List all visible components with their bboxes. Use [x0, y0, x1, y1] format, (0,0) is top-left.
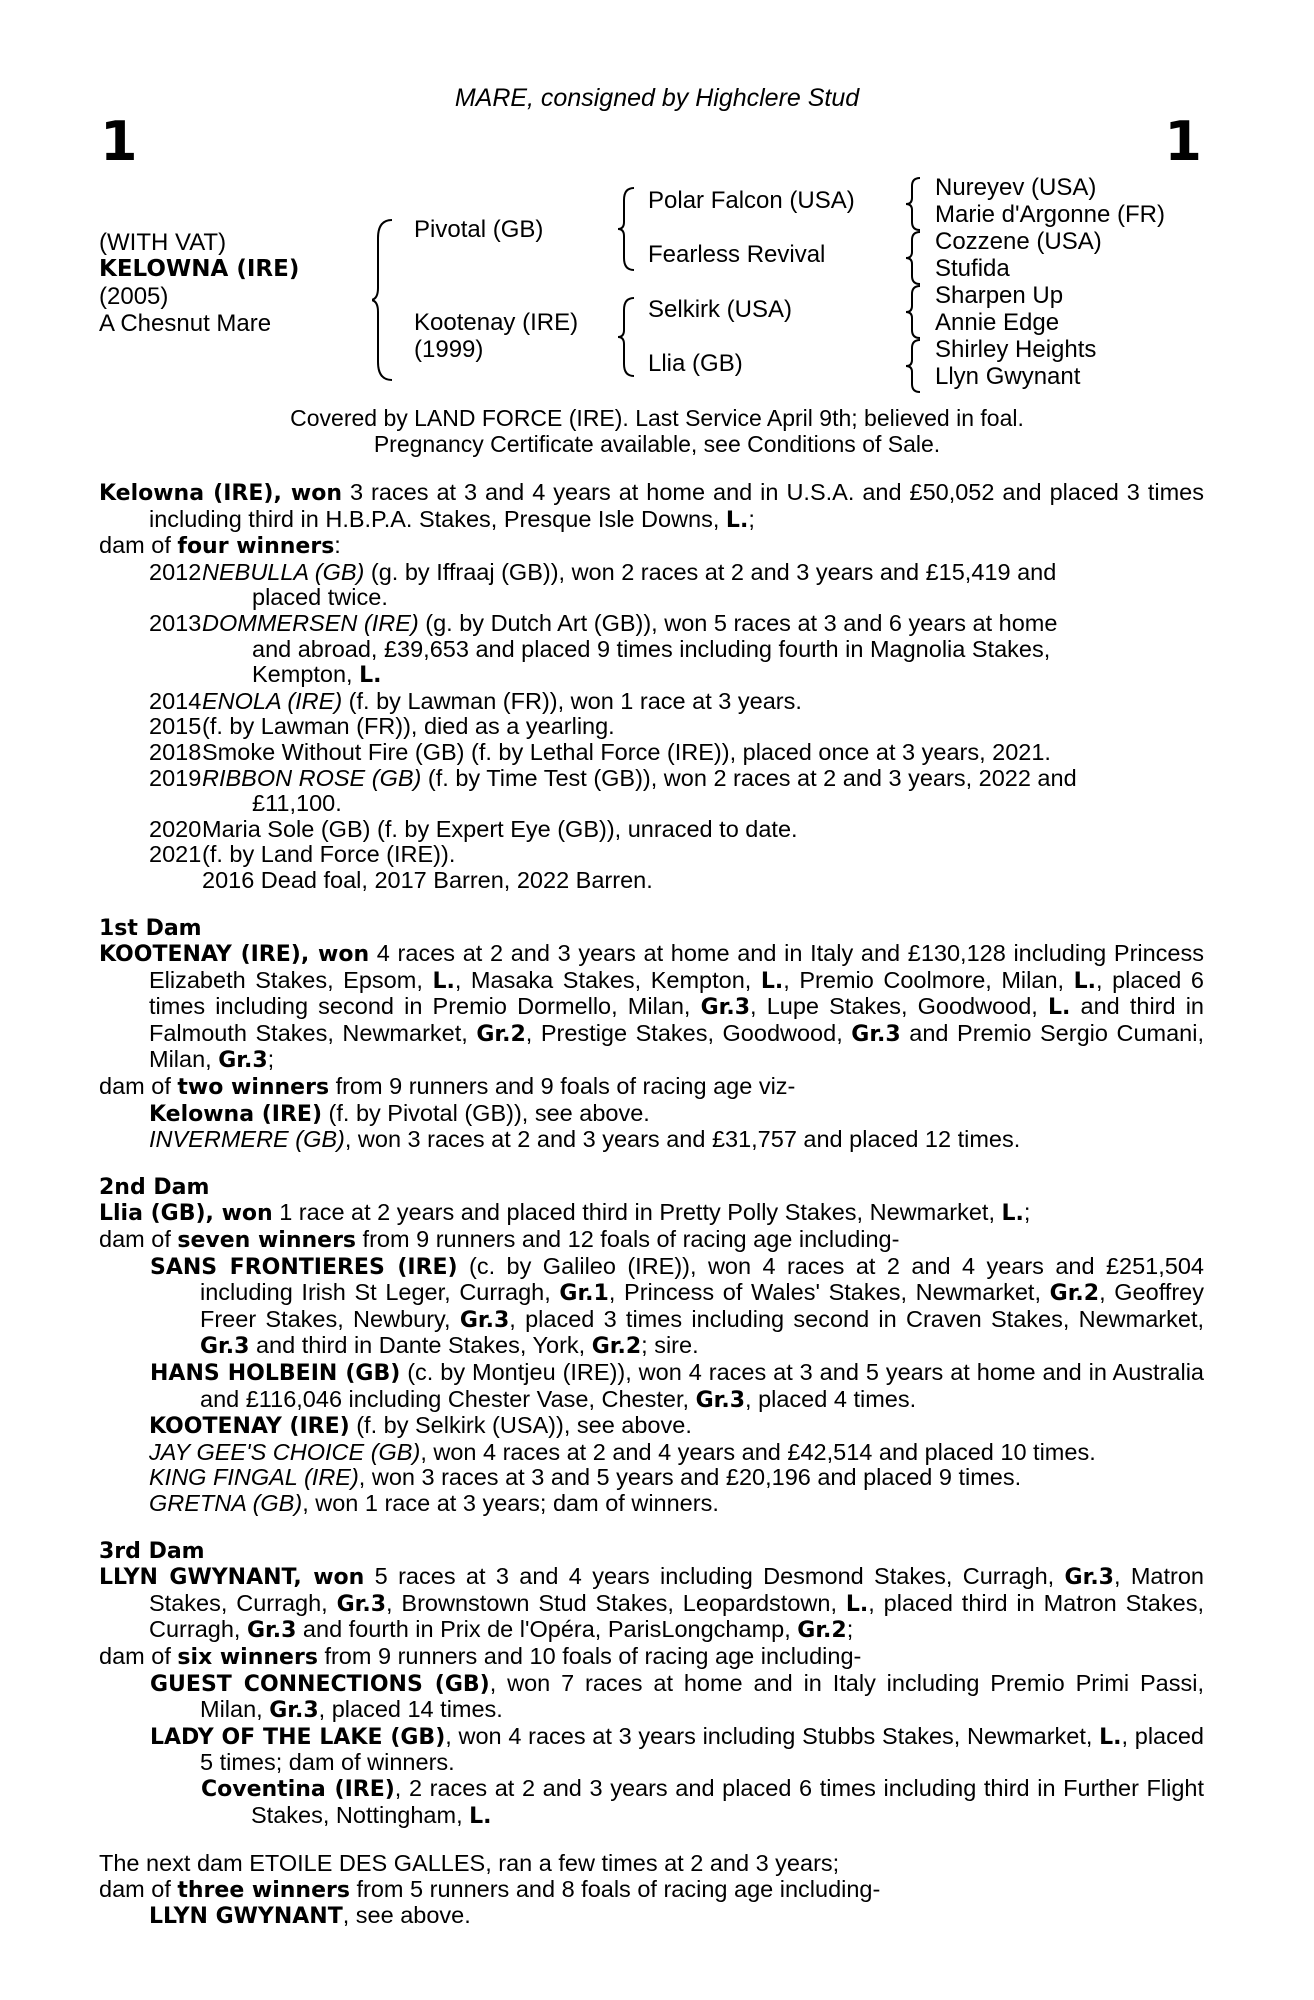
third-dam-runner: LADY OF THE LAKE (GB), won 4 races at 3 years including Stubbs Stakes, Newmarket, L., placed 5 times; dam of winners. — [150, 1722, 1204, 1776]
sire-name: Pivotal (GB) — [414, 216, 544, 243]
vat-note: (WITH VAT) — [99, 229, 227, 256]
dam-sire: Selkirk (USA) — [648, 296, 793, 323]
granddam-1: Marie d'Argonne (FR) — [935, 201, 1165, 228]
brace-g4 — [904, 338, 924, 394]
offspring-row: 2014 ENOLA (IRE) (f. by Lawman (FR)), won 1 race at 3 years. — [149, 687, 802, 714]
catalogue-heading: MARE, consigned by Highclere Stud — [454, 84, 860, 112]
dam-year: (1999) — [414, 336, 484, 363]
second-dam-runner: GRETNA (GB), won 1 race at 3 years; dam of winners. — [149, 1489, 719, 1516]
sire-dam: Fearless Revival — [648, 241, 826, 268]
first-dam-runner: Kelowna (IRE) (f. by Pivotal (GB)), see above. — [149, 1099, 650, 1127]
horse-year: (2005) — [99, 283, 169, 310]
pedigree-brace-sire — [618, 186, 638, 272]
third-dam-granddaughter: Coventina (IRE), 2 races at 2 and 3 years and placed 6 times including third in Further Flight Stakes, Nottingham, L. — [201, 1774, 1205, 1829]
second-dam-runner: JAY GEE'S CHOICE (GB), won 4 races at 2 and 4 years and £42,514 and placed 10 times. — [149, 1438, 1096, 1465]
offspring-row: 2012 NEBULLA (GB) (g. by Iffraaj (GB)), won 2 races at 2 and 3 years and £15,419 and placed twice. — [149, 558, 1057, 611]
third-dam-produce: dam of six winners from 9 runners and 10 foals of racing age including- — [99, 1642, 862, 1670]
lot-number-left: 1 — [100, 110, 138, 173]
catalogue-body — [99, 480, 1204, 1930]
dam-name: Kootenay (IRE) — [414, 309, 579, 336]
offspring-row: 2018 Smoke Without Fire (GB) (f. by Lethal Force (IRE)), placed once at 3 years, 2021. — [149, 738, 1051, 765]
brace-g2 — [904, 230, 924, 286]
offspring-row: 2013 DOMMERSEN (IRE) (g. by Dutch Art (GB)), won 5 races at 3 and 6 years at home and abroad, £39,653 and placed 9 times including fourth in Magnolia Stakes, Kempton, L. — [149, 609, 1058, 689]
grandsire-4: Shirley Heights — [935, 336, 1097, 363]
offspring-row: 2016 Dead foal, 2017 Barren, 2022 Barren. — [202, 866, 653, 893]
mare-dam-of: dam of four winners: — [99, 532, 341, 560]
pedigree-brace-dam — [618, 296, 638, 378]
horse-name: KELOWNA (IRE) — [99, 256, 300, 282]
sire-sire: Polar Falcon (USA) — [648, 187, 855, 214]
pedigree-brace-main — [372, 218, 396, 382]
dam-dam: Llia (GB) — [648, 350, 743, 377]
second-dam-runner: KOOTENAY (IRE) (f. by Selkirk (USA)), see above. — [149, 1412, 692, 1440]
third-dam-record: LLYN GWYNANT, won 5 races at 3 and 4 years including Desmond Stakes, Curragh, Gr.3, Matron Stakes, Curragh, Gr.3, Brownstown Stud Stakes, Leopardstown, L., placed third in Matron Stakes, Curragh, Gr.3 and fourth in Prix de l'Opéra, ParisLongchamp, Gr.2; — [99, 1563, 1204, 1644]
second-dam-runner: SANS FRONTIERES (IRE) (c. by Galileo (IRE)), won 4 races at 2 and 4 years and £251,504 including Irish St Leger, Curragh, Gr.1, Princess of Wales' Stakes, Newmarket, Gr.2, Geoffrey Freer Stakes, Newbury, Gr.3, placed 3 times including second in Craven Stakes, Newmarket, Gr.3 and third in Dante Stakes, York, Gr.2; sire. — [150, 1252, 1204, 1360]
grandsire-1: Nureyev (USA) — [935, 174, 1097, 201]
offspring-row: 2015 (f. by Lawman (FR)), died as a yearling. — [149, 713, 615, 740]
first-dam-record: KOOTENAY (IRE), won 4 races at 2 and 3 years at home and in Italy and £130,128 including Princess Elizabeth Stakes, Epsom, L., Masaka Stakes, Kempton, L., Premio Coolmore, Milan, L., placed 6 times including second in Premio Dormello, Milan, Gr.3, Lupe Stakes, Goodwood, L. and third in Falmouth Stakes, Newmarket, Gr.2, Prestige Stakes, Goodwood, Gr.3 and Premio Sergio Cumani, Milan, Gr.3; — [99, 940, 1205, 1074]
mare-name: Kelowna (IRE) — [99, 481, 274, 506]
second-dam-runner: KING FINGAL (IRE), won 3 races at 3 and 5 years and £20,196 and placed 9 times. — [149, 1464, 1022, 1491]
offspring-row: 2019 RIBBON ROSE (GB) (f. by Time Test (GB)), won 2 races at 2 and 3 years, 2022 and £11,100. — [149, 764, 1077, 817]
next-dam-produce: dam of three winners from 5 runners and 8 foals of racing age including- — [99, 1875, 881, 1903]
second-dam-runner: HANS HOLBEIN (GB) (c. by Montjeu (IRE)), won 4 races at 3 and 5 years at home and in Australia and £116,046 including Chester Vase, Chester, Gr.3, placed 4 times. — [150, 1359, 1204, 1413]
offspring-list — [99, 560, 1204, 894]
third-dam-runner: GUEST CONNECTIONS (GB), won 7 races at home and in Italy including Premio Primi Passi, Milan, Gr.3, placed 14 times. — [150, 1669, 1204, 1724]
offspring-row: 2021 (f. by Land Force (IRE)). — [149, 841, 456, 868]
first-dam-produce: dam of two winners from 9 runners and 9 foals of racing age viz- — [99, 1073, 796, 1101]
covered-line-2: Pregnancy Certificate available, see Conditions of Sale. — [373, 431, 941, 457]
first-dam-heading: 1st Dam — [99, 915, 202, 941]
next-dam-line: The next dam ETOILE DES GALLES, ran a few times at 2 and 3 years; — [99, 1850, 840, 1877]
mare-summary: Kelowna (IRE), won 3 races at 3 and 4 years at home and in U.S.A. and £50,052 and placed 3 times including third in H.B.P.A. Stakes, Presque Isle Downs, L.; — [99, 479, 1204, 533]
third-dam-heading: 3rd Dam — [99, 1538, 205, 1564]
second-dam-produce: dam of seven winners from 9 runners and 12 foals of racing age including- — [99, 1226, 900, 1254]
grandsire-2: Cozzene (USA) — [935, 228, 1102, 255]
second-dam-heading: 2nd Dam — [99, 1174, 210, 1200]
brace-g1 — [904, 176, 924, 232]
covered-line-1: Covered by LAND FORCE (IRE). Last Service April 9th; believed in foal. — [290, 405, 1024, 431]
next-dam-runner: LLYN GWYNANT, see above. — [149, 1902, 471, 1930]
first-dam-runner: INVERMERE (GB), won 3 races at 2 and 3 years and £31,757 and placed 12 times. — [149, 1126, 1021, 1153]
horse-description: A Chesnut Mare — [99, 310, 272, 337]
brace-g3 — [904, 284, 924, 340]
granddam-4: Llyn Gwynant — [935, 363, 1081, 390]
lot-number-right: 1 — [1164, 110, 1202, 173]
granddam-3: Annie Edge — [935, 309, 1060, 336]
offspring-row: 2020 Maria Sole (GB) (f. by Expert Eye (GB)), unraced to date. — [149, 815, 798, 842]
granddam-2: Stufida — [935, 255, 1010, 282]
grandsire-3: Sharpen Up — [935, 282, 1064, 309]
second-dam-record: Llia (GB), won 1 race at 2 years and placed third in Pretty Polly Stakes, Newmarket, L.; — [99, 1199, 1031, 1227]
